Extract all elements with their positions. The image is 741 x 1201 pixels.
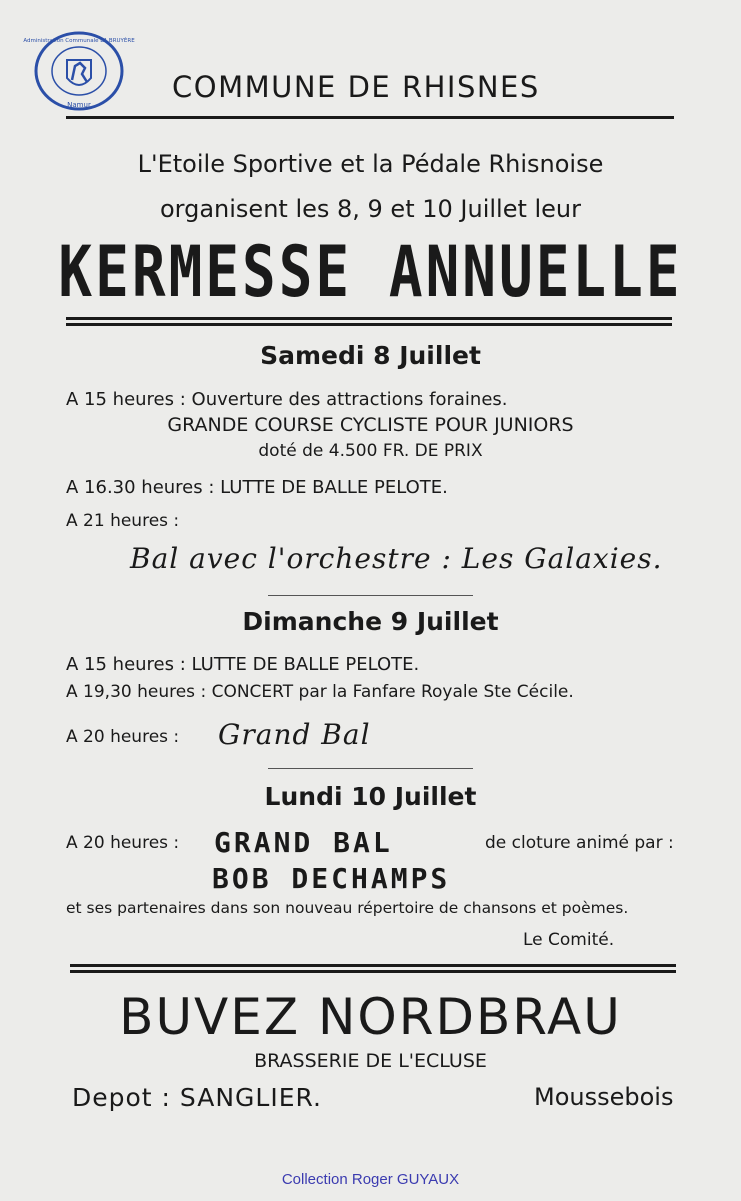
monday-line-1-time: A 20 heures : [66,833,180,853]
signature: Le Comité. [523,930,615,950]
separator-2 [268,768,473,769]
footer-rule-bottom [70,970,676,973]
seal-bottom-text: Namur [67,101,91,109]
depot-line [72,1083,322,1112]
organizers-line-2: organisent les 8, 9 et 10 Juillet leur [159,195,582,223]
separator-1 [268,595,473,596]
saturday-heading: Samedi 8 Juillet [260,341,481,370]
commune-seal-icon [23,30,135,112]
saturday-ball-line: Bal avec l'orchestre : Les Galaxies. [130,542,663,575]
time-label: A 16.30 heures : [66,477,215,498]
seal-top-text: Administration Communale LA BRUYÈRE [23,38,135,44]
time-label: A 15 heures : [66,389,186,410]
event-text: CONCERT par la Fanfare Royale Ste Cécile. [211,682,574,702]
buvez-nordbrau-ad: BUVEZ NORDBRAU [119,988,622,1046]
sunday-line-3-time: A 20 heures : [66,727,180,747]
sunday-grand-bal: Grand Bal [218,718,371,751]
organizers-line-1: L'Etoile Sportive et la Pédale Rhisnoise [137,150,604,178]
brewery-name: BRASSERIE DE L'ECLUSE [254,1050,487,1072]
depot-name: SANGLIER. [179,1083,322,1112]
sunday-line-1 [66,654,419,675]
kermesse-title: KERMESSE ANNUELLE [58,232,683,314]
collection-credit: Collection Roger GUYAUX [281,1171,460,1188]
commune-title: COMMUNE DE RHISNES [172,70,540,104]
saturday-line-2: GRANDE COURSE CYCLISTE POUR JUNIORS [167,414,574,436]
depot-place: Moussebois [534,1083,674,1111]
sunday-line-2 [66,682,574,702]
monday-performer: BOB DECHAMPS [212,862,451,895]
monday-grand-bal: GRAND BAL [214,826,393,859]
monday-line-1-text: de cloture animé par : [485,833,674,853]
header-rule [66,116,674,119]
time-label: A 15 heures : [66,654,186,675]
depot-label: Depot : [72,1083,171,1112]
title-rule-top [66,317,672,320]
saturday-line-1 [66,389,508,410]
event-text: LUTTE DE BALLE PELOTE. [220,477,448,498]
monday-line-3: et ses partenaires dans son nouveau répertoire de chansons et poèmes. [66,899,629,917]
event-text: LUTTE DE BALLE PELOTE. [191,654,420,675]
event-text: Ouverture des attractions foraines. [191,389,508,410]
footer-rule-top [70,964,676,967]
time-label: A 19,30 heures : [66,682,207,702]
saturday-line-4 [66,477,448,498]
sunday-heading: Dimanche 9 Juillet [242,607,499,636]
saturday-line-3: doté de 4.500 FR. DE PRIX [258,441,483,461]
title-rule-bottom [66,323,672,326]
monday-heading: Lundi 10 Juillet [264,782,477,811]
saturday-line-5: A 21 heures : [66,511,180,531]
